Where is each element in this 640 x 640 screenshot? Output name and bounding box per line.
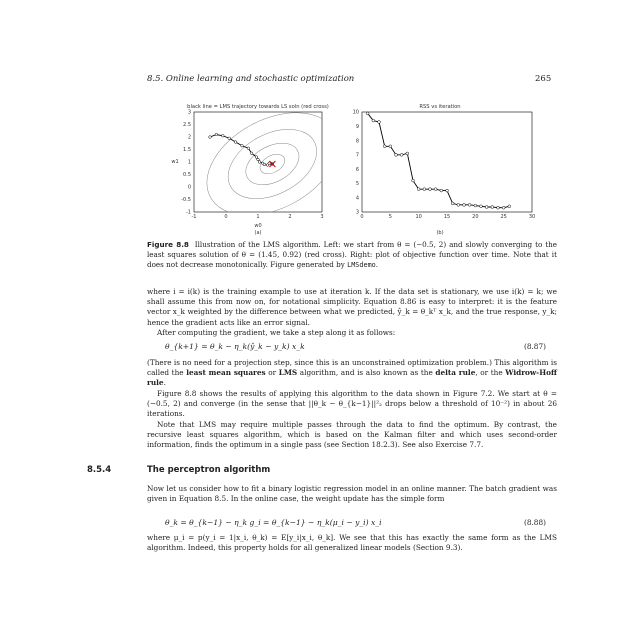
section-title: The perceptron algorithm: [147, 465, 271, 475]
right-xtick-label: 20: [472, 214, 479, 220]
trajectory-point: [255, 156, 258, 159]
rss-point: [378, 121, 381, 124]
right-ytick-label: 7: [355, 152, 359, 159]
equation-number-8-88: (8.88): [524, 518, 546, 527]
right-ytick-label: 10: [352, 109, 359, 116]
left-plot-title: black line = LMS trajectory towards LS soln (red cross): [187, 104, 329, 110]
paragraph-1: where i = i(k) is the training example to use at iteration k. If the data set is stationary, we use i(k) = k; we shall assume this from now on, for notational simplicity. Equation 8.86 is easy to interpret: it is the feature vector x_k weighted by the difference between what we predicted, ŷ_k = θ_kᵀ x_k, and the true response, y_k; hence the gradient acts like an error signal.: [147, 287, 557, 327]
rss-point: [468, 203, 471, 206]
figure-label: Figure 8.8: [147, 240, 189, 249]
rss-point: [372, 119, 375, 122]
trajectory-point: [234, 141, 237, 144]
section-number: 8.5.4: [87, 465, 112, 475]
rss-point: [417, 188, 420, 191]
equation-number-8-87: (8.87): [524, 342, 546, 351]
p3-text-d: algorithm, and is also known as the: [299, 368, 433, 378]
left-xtick-label: 3: [320, 214, 324, 220]
caption-end: .: [375, 260, 379, 269]
rss-point: [395, 153, 398, 156]
right-ytick-label: 8: [355, 138, 359, 145]
rss-point: [383, 145, 386, 148]
paragraph-6: Now let us consider how to fit a binary logistic regression model in an online manner. The batch gradient was given in Equation 8.5. In the online case, the weight update has the simple form: [147, 484, 557, 504]
paragraph-2: After computing the gradient, we take a step along it as follows:: [157, 328, 396, 337]
left-ytick-label: 2.5: [183, 122, 191, 129]
rss-point: [463, 203, 466, 206]
right-ytick-label: 3: [355, 209, 359, 216]
left-ytick-label: 1: [187, 159, 191, 166]
right-xtick-label: 5: [388, 214, 392, 220]
right-xtick-label: 25: [500, 214, 507, 220]
rss-point: [480, 205, 483, 208]
rss-point: [502, 206, 505, 209]
figure-caption: [147, 240, 557, 270]
rss-point: [440, 189, 443, 192]
right-plot-title: RSS vs iteration: [419, 104, 461, 110]
trajectory-point: [222, 134, 225, 137]
left-xtick-label: 2: [288, 214, 292, 220]
trajectory-point: [247, 147, 250, 150]
trajectory-point: [215, 133, 218, 136]
rss-point: [429, 188, 432, 191]
trajectory-point: [263, 163, 266, 166]
rss-point: [508, 205, 511, 208]
p3-text-e: , or the: [475, 368, 503, 378]
rss-point: [497, 206, 500, 209]
trajectory-point: [209, 136, 212, 139]
paragraph-4: Figure 8.8 shows the results of applying this algorithm to the data shown in Figure 7.2. We start at θ = (−0.5, 2) and converge (in the sense that ||θ_k − θ_{k−1}||²₂ drops below a threshold of 10⁻²) in about 26 iterations.: [147, 389, 557, 419]
left-xtick-label: -1: [191, 214, 197, 220]
caption-text: Illustration of the LMS algorithm. Left: we start from θ = (−0.5, 2) and slowly converging to the least squares solution of θ = (1.45, 0.92) (red cross). Right: plot of objective function over time. Note that it does not decrease monotonically. Figure generated by: [147, 240, 557, 269]
rss-point: [412, 179, 415, 182]
right-ytick-label: 5: [355, 181, 359, 188]
left-xtick-label: 1: [256, 214, 260, 220]
rss-point: [446, 189, 449, 192]
left-ylabel: w1: [171, 159, 179, 165]
paragraph-5: Note that LMS may require multiple passes through the data to find the optimum. By contrast, the recursive least squares algorithm, which is based on the Kalman filter and which uses second-order information, finds the optimum in a single pass (see Section 18.2.3). See also Exercise 7.7.: [147, 420, 557, 450]
rss-point: [474, 204, 477, 207]
paragraph-3: [147, 358, 557, 389]
term-delta-rule: delta rule: [435, 368, 476, 378]
rss-point: [406, 152, 409, 155]
right-xtick-label: 30: [528, 214, 536, 220]
term-least-mean-squares: least mean squares: [186, 368, 266, 378]
rss-point: [434, 188, 437, 191]
left-xlabel: w0: [254, 223, 262, 229]
equation-8-88: θ_k = θ_{k−1} − η_k g_i = θ_{k−1} − η_k(μ_i − y_i) x_i: [165, 518, 382, 527]
trajectory-point: [228, 137, 231, 140]
caption-code: LMSdemo: [347, 261, 376, 269]
rss-point: [366, 112, 369, 115]
right-xtick-label: 0: [360, 214, 364, 220]
equation-8-87: θ_{k+1} = θ_k − η_k(ŷ_k − y_k) x_k: [165, 342, 305, 351]
right-xtick-label: 15: [443, 214, 451, 220]
left-subcaption: (a): [254, 230, 262, 235]
rss-point: [485, 206, 488, 209]
left-ytick-label: 0: [187, 184, 191, 191]
term-widrow-hoff: Widrow-Hoff rule: [147, 368, 557, 388]
p3-text-c: or: [268, 368, 277, 378]
trajectory-point: [258, 161, 261, 164]
rss-point: [491, 206, 494, 209]
right-subcaption: (b): [436, 230, 444, 235]
figure-right-rss-plot: [340, 103, 540, 235]
left-xtick-label: 0: [224, 214, 228, 220]
right-ytick-label: 9: [355, 123, 359, 130]
left-ytick-label: 3: [187, 109, 191, 116]
right-xtick-label: 10: [415, 214, 422, 220]
trajectory-point: [241, 144, 244, 147]
left-ytick-label: -1: [186, 209, 191, 216]
left-ytick-label: 0.5: [183, 172, 191, 179]
rss-point: [457, 203, 460, 206]
term-lms: LMS: [278, 368, 298, 378]
rss-point: [389, 145, 392, 148]
left-ytick-label: 1.5: [183, 147, 191, 154]
page-number: 265: [535, 74, 552, 84]
left-ytick-label: 2: [187, 134, 191, 141]
right-ytick-label: 6: [355, 166, 359, 173]
right-plot-frame: [362, 112, 532, 212]
running-header: 8.5. Online learning and stochastic optimization: [147, 74, 355, 84]
rss-point: [400, 153, 403, 156]
left-plot-frame: [194, 112, 322, 212]
right-ytick-label: 4: [355, 195, 359, 202]
trajectory-point: [257, 158, 260, 161]
paragraph-7: where μ_i = p(y_i = 1|x_i, θ_k) = E[y_i|x_i, θ_k]. We see that this has exactly the same form as the LMS algorithm. Indeed, this property holds for all generalized linear models (Section 9.3).: [147, 533, 557, 553]
rss-point: [451, 202, 454, 205]
left-ytick-label: -0.5: [181, 197, 191, 204]
figure-left-contour-plot: [170, 103, 330, 235]
trajectory-point: [250, 152, 253, 155]
p3-text-f: .: [163, 378, 166, 388]
rss-point: [423, 188, 426, 191]
p3-text-a: (There is no need for a projection step, since this is an unconstrained optimization problem.) This algorithm is called the: [147, 358, 557, 378]
